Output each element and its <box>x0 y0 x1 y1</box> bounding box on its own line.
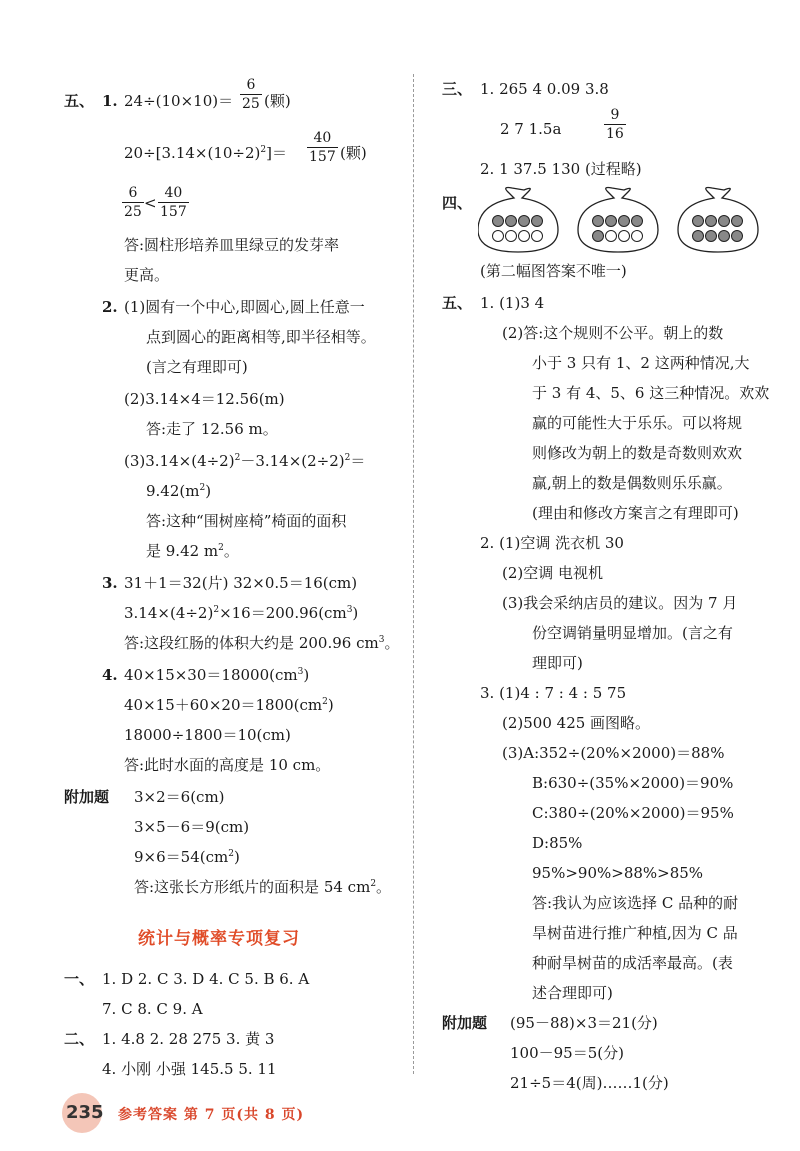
bonus-heading: 附加题 <box>442 1014 488 1032</box>
answer-line: $40\times 15\times 30=18000(cm^3)$ <box>124 666 310 684</box>
answer-line: 100－95＝5(分) <box>510 1044 624 1062</box>
section-five-heading: 五、 <box>442 294 473 312</box>
answer-line: 21÷5＝4(周)……1(分) <box>510 1074 669 1092</box>
section-title: 统计与概率专项复习 <box>138 929 300 949</box>
part-one-heading: 一、 <box>64 970 95 988</box>
footer-label: 参考答案 第 7 页(共 8 页) <box>118 1107 305 1123</box>
fraction: 9 16 <box>606 107 624 142</box>
bonus-heading: 附加题 <box>64 788 110 806</box>
answer-line: 4. 小刚 小强 145.5 5. 11 <box>102 1060 277 1078</box>
answer-line: $3.14\times(4\div 2)^2\times 16=200.96(cm^3)$ <box>124 604 359 622</box>
answer-line: 份空调销量明显增加。(言之有 <box>532 624 733 642</box>
answer-line: $(3)3.14\times(4\div 2)^2-3.14\times(2\div 2)^2=$ <box>124 452 366 470</box>
section-three-heading: 三、 <box>442 80 473 98</box>
fraction: 40 157 <box>309 130 336 165</box>
answer-line: 理即可) <box>532 654 583 672</box>
part-two-heading: 二、 <box>64 1030 95 1048</box>
answer-line: 则修改为朝上的数是奇数则欢欢 <box>532 444 743 462</box>
answer-line: 答:这张长方形纸片的面积是 54 $cm^2$。 <box>134 878 392 896</box>
answer-line: 2. (1)空调 洗衣机 30 <box>480 534 624 552</box>
answer-line: 1. (1)3 4 <box>480 294 545 312</box>
answer-line: 小于 3 只有 1、2 这两种情况,大 <box>532 354 750 372</box>
answer-line: (2)答:这个规则不公平。朝上的数 <box>502 324 724 342</box>
answer-line: (2)500 425 画图略。 <box>502 714 651 732</box>
answer-line: 1. 4.8 2. 28 275 3. 黄 3 <box>102 1030 275 1048</box>
answer-line: 是 9.42 $m^2$。 <box>146 542 239 560</box>
answer-line: (3)A:352÷(20%×2000)＝88% <box>502 744 725 762</box>
answer-line: $9.42(m^2)$ <box>146 482 212 500</box>
question-2-number: 2. <box>102 298 118 316</box>
answer-line: (1)圆有一个中心,即圆心,圆上任意一 <box>124 298 365 316</box>
fraction: 6 25 <box>242 77 260 112</box>
answer-line: 赢的可能性大于乐乐。可以将规 <box>532 414 743 432</box>
answer-line: 答:这段红肠的体积大约是 200.96 $cm^3$。 <box>124 634 400 652</box>
answer-line: 答:我认为应该选择 C 品种的耐 <box>532 894 739 912</box>
question-4-number: 4. <box>102 666 118 684</box>
answer-line: (2)空调 电视机 <box>502 564 604 582</box>
unit-label: (颗) <box>340 144 367 162</box>
answer-line: 31＋1＝32(片) 32×0.5＝16(cm) <box>124 574 358 592</box>
money-bag-icon <box>678 188 758 253</box>
answer-line: 于 3 有 4、5、6 这三种情况。欢欢 <box>532 384 770 402</box>
answer-line: 答:这种“围树座椅”椅面的面积 <box>146 512 347 530</box>
answer-line: 赢,朝上的数是偶数则乐乐赢。 <box>532 474 732 492</box>
money-bag-icon <box>578 188 658 253</box>
fraction: 40 157 <box>160 185 187 220</box>
answer-line: 7. C 8. C 9. A <box>102 1000 203 1018</box>
answer-line: (理由和修改方案言之有理即可) <box>532 504 739 522</box>
question-3-number: 3. <box>102 574 118 592</box>
answer-line: (2)3.14×4＝12.56(m) <box>124 390 285 408</box>
answer-line: 答:此时水面的高度是 10 cm。 <box>124 756 331 774</box>
comparison-sign: < <box>144 194 157 212</box>
answer-line: B:630÷(35%×2000)＝90% <box>532 774 734 792</box>
answer-line: 述合理即可) <box>532 984 613 1002</box>
answer-line: 1. 265 4 0.09 3.8 <box>480 80 609 98</box>
answer-line: (95－88)×3＝21(分) <box>510 1014 658 1032</box>
answer-line: 18000÷1800＝10(cm) <box>124 726 291 744</box>
answer-line: 24÷(10×10)＝ <box>124 92 234 110</box>
answer-line: 更高。 <box>124 266 170 284</box>
answer-line: D:85% <box>532 834 583 852</box>
fraction: 6 25 <box>124 185 142 220</box>
answer-line: (3)我会采纳店员的建议。因为 7 月 <box>502 594 738 612</box>
answer-line: 3×5－6＝9(cm) <box>134 818 250 836</box>
note: (第二幅图答案不唯一) <box>480 262 627 280</box>
money-bag-icon <box>478 188 558 253</box>
answer-line: 2 7 1.5a <box>500 120 562 138</box>
answer-line: 3. (1)4 : 7 : 4 : 5 75 <box>480 684 627 702</box>
answer-line: $20\div[3.14\times(10\div 2)^2]=$ <box>124 144 287 162</box>
column-divider <box>413 74 414 1074</box>
section-five-heading: 五、 <box>64 92 95 110</box>
page-number: 235 <box>66 1102 104 1123</box>
answer-line: $9\times 6=54(cm^2)$ <box>134 848 240 866</box>
answer-line: 旱树苗进行推广种植,因为 C 品 <box>532 924 738 942</box>
answer-line: 95%>90%>88%>85% <box>532 864 704 882</box>
section-four-heading: 四、 <box>442 194 473 212</box>
answer-line: (言之有理即可) <box>146 358 248 376</box>
answer-line: 2. 1 37.5 130 (过程略) <box>480 160 642 178</box>
answer-line: C:380÷(20%×2000)＝95% <box>532 804 734 822</box>
answer-line: 3×2＝6(cm) <box>134 788 225 806</box>
money-bags-figure <box>478 186 768 254</box>
question-1-number: 1. <box>102 92 118 110</box>
answer-line: 答:圆柱形培养皿里绿豆的发芽率 <box>124 236 340 254</box>
answer-line: 点到圆心的距离相等,即半径相等。 <box>146 328 376 346</box>
answer-line: 答:走了 12.56 m。 <box>146 420 278 438</box>
unit-label: (颗) <box>264 92 291 110</box>
answer-line: 种耐旱树苗的成活率最高。(表 <box>532 954 733 972</box>
answer-line: 1. D 2. C 3. D 4. C 5. B 6. A <box>102 970 310 988</box>
answer-line: $40\times 15+60\times 20=1800(cm^2)$ <box>124 696 334 714</box>
